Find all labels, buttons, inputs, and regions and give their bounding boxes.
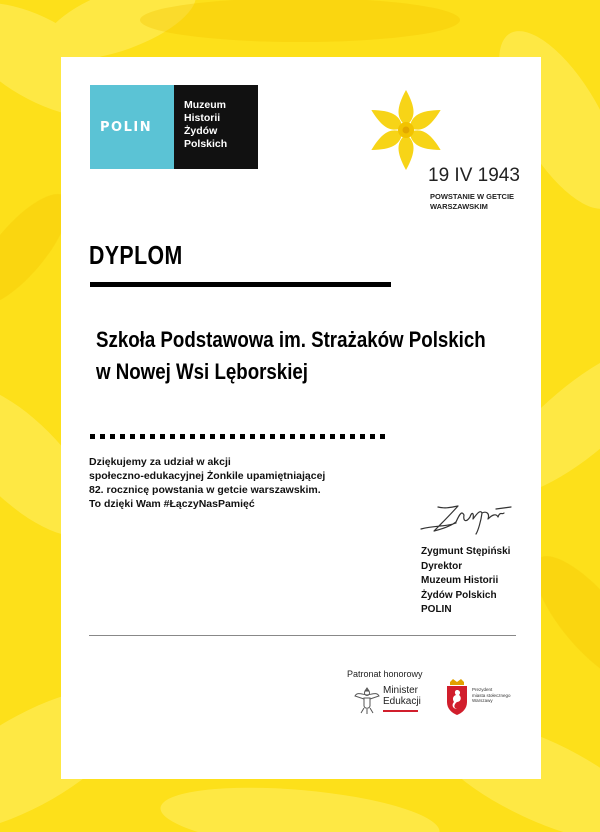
polin-logo-mark [90, 85, 174, 169]
thanks-line: To dzięki Wam #ŁączyNasPamięć [89, 498, 255, 510]
mayor-line: Prezydent [472, 687, 493, 692]
mayor-line: miasta stołecznego [472, 692, 511, 698]
polin-logo-text [174, 85, 258, 169]
uprising-date: 19 IV 1943 [428, 165, 520, 186]
warsaw-crest-icon [444, 678, 470, 716]
daffodil-icon [363, 84, 449, 170]
signatory-org-line: Żydów Polskich [421, 589, 497, 601]
diploma-sheet [61, 57, 541, 779]
mayor-line: Warszawy [472, 698, 493, 703]
diploma-title: DYPLOM [89, 240, 183, 270]
recipient-line: Szkoła Podstawowa im. Strażaków Polskich [96, 327, 486, 352]
signatory-org-line: Muzeum Historii [421, 575, 499, 586]
logo-line: Muzeum [184, 99, 226, 111]
mayor-label [472, 687, 532, 704]
patronage-label: Patronat honorowy [347, 669, 423, 679]
minister-line: Edukacji [383, 696, 421, 707]
uprising-caption [430, 192, 540, 212]
thanks-line: Dziękujemy za udział w akcji [89, 456, 231, 468]
thanks-line: społeczno-edukacyjnej Żonkile upamiętniającej [89, 470, 326, 482]
logo-line: Polskich [184, 138, 228, 150]
thanks-message [89, 455, 399, 511]
signatory-name: Zygmunt Stępiński [421, 546, 511, 557]
footer-divider [89, 635, 516, 636]
minister-accent-bar [383, 710, 418, 712]
logo-line: Historii [184, 112, 221, 124]
thanks-line: 82. rocznicę powstania w getcie warszawskim. [89, 484, 321, 496]
signature-image [416, 501, 516, 536]
recipient-name [96, 324, 486, 388]
minister-line: Minister [383, 685, 419, 696]
dashed-divider [90, 434, 388, 439]
signatory-role: Dyrektor [421, 560, 463, 572]
logo-line: Żydów [184, 125, 218, 137]
polish-eagle-icon [353, 684, 381, 716]
minister-label [383, 685, 421, 707]
uprising-line: WARSZAWSKIM [430, 202, 488, 211]
polin-wordmark: POLIN [100, 120, 153, 135]
title-underline [90, 282, 391, 287]
signatory-block [421, 545, 510, 618]
recipient-line: w Nowej Wsi Lęborskiej [96, 359, 308, 384]
uprising-line: POWSTANIE W GETCIE [430, 192, 515, 201]
polin-logo [90, 85, 258, 169]
signatory-org-line: POLIN [421, 604, 452, 615]
